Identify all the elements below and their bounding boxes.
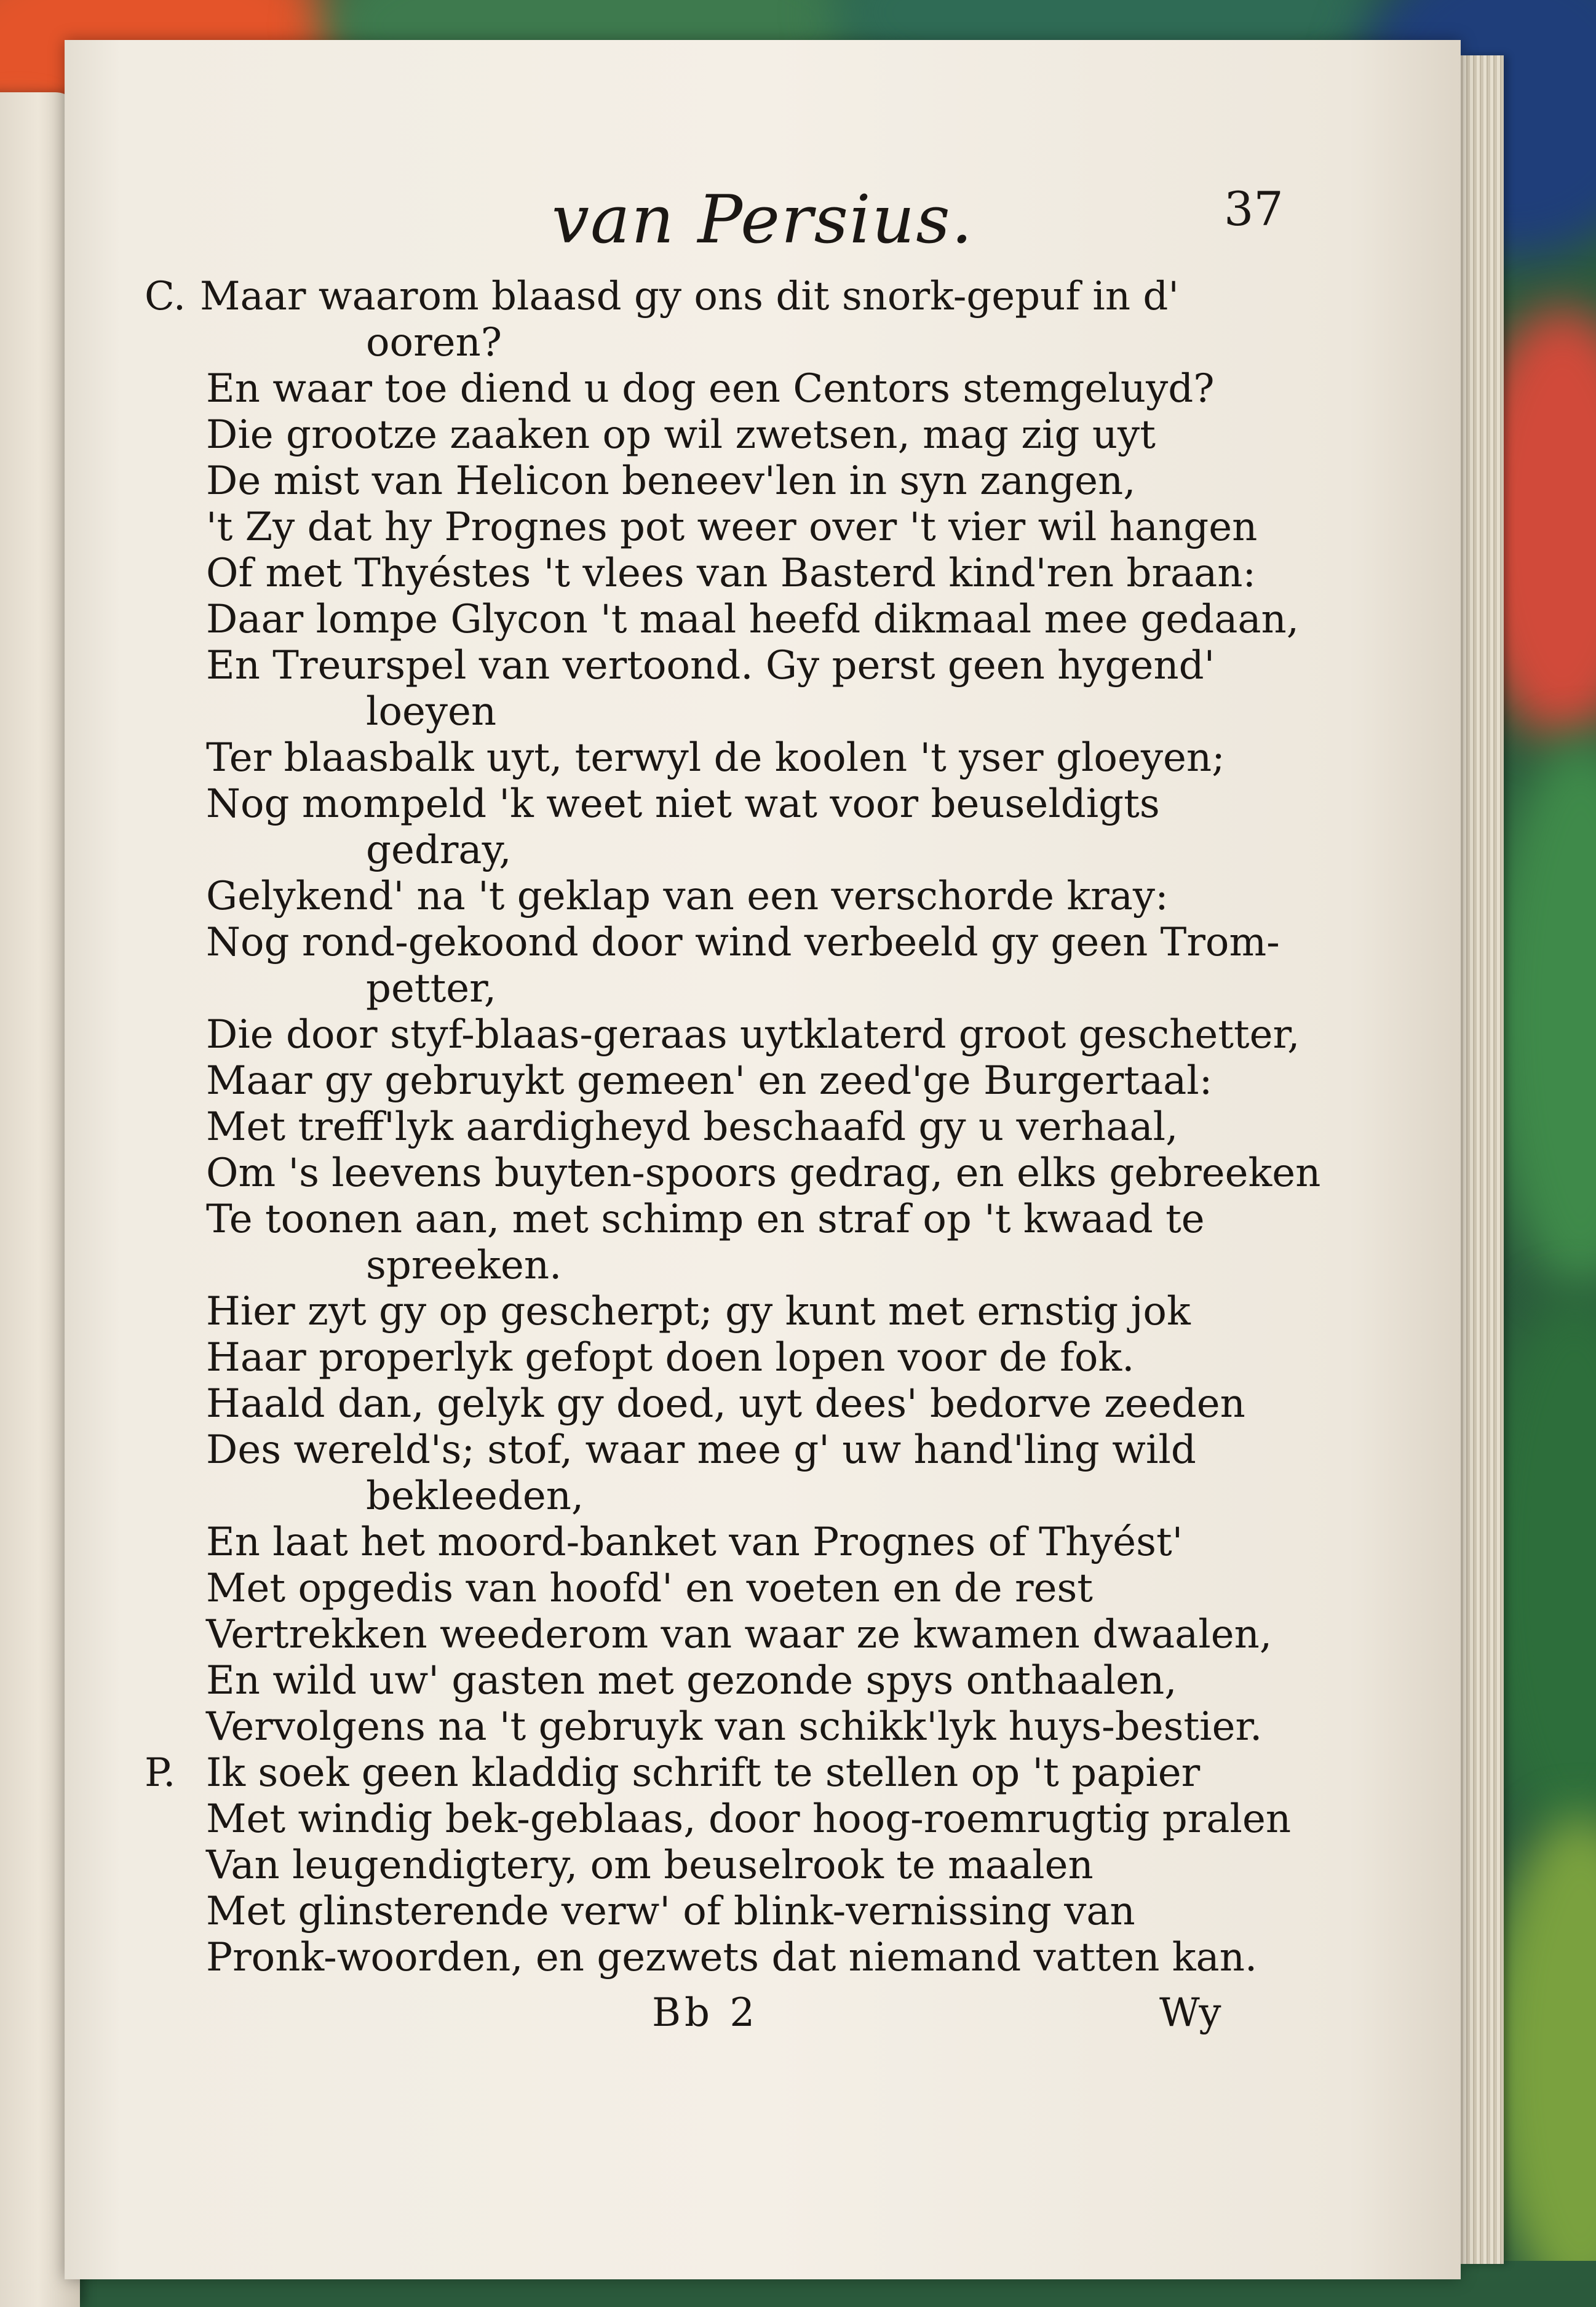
verse-line (65, 827, 1461, 874)
page-number: 37 (1224, 181, 1284, 236)
verse-line (65, 1520, 1461, 1566)
verse-line (65, 920, 1461, 966)
verse-line (65, 1473, 1461, 1520)
verse-text-line: Nog rond-gekoond door wind verbeeld gy geen Trom- (206, 920, 1280, 965)
verse-line (65, 874, 1461, 920)
verse-line (65, 1935, 1461, 1981)
verse-line (65, 274, 1461, 320)
verse-text-line: Om 's leevens buyten-spoors gedrag, en elks gebreeken (206, 1150, 1321, 1196)
running-title: van Persius. (552, 181, 974, 258)
verse-text-line: loeyen (366, 689, 497, 735)
verse-line (65, 1058, 1461, 1104)
verse-line (65, 735, 1461, 781)
verse-line (65, 1243, 1461, 1289)
verse-line (65, 1612, 1461, 1658)
verse-line (65, 1427, 1461, 1473)
verse-text-line: Hier zyt gy op gescherpt; gy kunt met ernstig jok (206, 1289, 1191, 1334)
verse-text-line: Van leugendigtery, om beuselrook te maalen (206, 1843, 1094, 1888)
verse-line (65, 1889, 1461, 1935)
verse-line (65, 1150, 1461, 1197)
verse-line (65, 366, 1461, 412)
verse-line (65, 1658, 1461, 1704)
verse-text-line: Met windig bek-geblaas, door hoog-roemrugtig pralen (206, 1796, 1292, 1842)
verse-text (65, 274, 1461, 1981)
verse-text-line: Maar waarom blaasd gy ons dit snork-gepuf in d' (200, 274, 1179, 319)
page-block-edges (1461, 55, 1504, 2264)
verse-line (65, 966, 1461, 1012)
verse-line (65, 597, 1461, 643)
verse-text-line: Die door styf-blaas-geraas uytklaterd groot geschetter, (206, 1012, 1300, 1058)
verse-text-line: gedray, (366, 827, 512, 873)
verse-text-line: Ik soek geen kladdig schrift te stellen op 't papier (206, 1750, 1201, 1796)
verse-line (65, 412, 1461, 458)
speaker-label: C. (145, 274, 186, 319)
verse-text-line: Of met Thyéstes 't vlees van Basterd kind'ren braan: (206, 551, 1257, 596)
verse-text-line: bekleeden, (366, 1473, 584, 1519)
verse-line (65, 1704, 1461, 1750)
verse-line (65, 1750, 1461, 1796)
verse-line (65, 458, 1461, 504)
verse-text-line: Des wereld's; stof, waar mee g' uw hand'ling wild (206, 1427, 1196, 1473)
verse-text-line: En wild uw' gasten met gezonde spys onthaalen, (206, 1658, 1177, 1703)
speaker-label: P. (145, 1750, 176, 1796)
page-footer (65, 1990, 1461, 2039)
verse-text-line: Vertrekken weederom van waar ze kwamen dwaalen, (206, 1612, 1272, 1657)
verse-line (65, 1335, 1461, 1381)
verse-line (65, 1289, 1461, 1335)
book-page (65, 40, 1461, 2279)
verse-text-line: En waar toe diend u dog een Centors stemgeluyd? (206, 366, 1215, 412)
verse-line (65, 504, 1461, 551)
verse-text-line: petter, (366, 966, 497, 1011)
verse-line (65, 320, 1461, 366)
verse-line (65, 1843, 1461, 1889)
verse-text-line: Daar lompe Glycon 't maal heefd dikmaal mee gedaan, (206, 597, 1300, 642)
verse-text-line: Die grootze zaaken op wil zwetsen, mag zig uyt (206, 412, 1156, 458)
verse-text-line: Haald dan, gelyk gy doed, uyt dees' bedorve zeeden (206, 1381, 1245, 1427)
verse-text-line: Met opgedis van hoofd' en voeten en de rest (206, 1566, 1093, 1611)
verse-text-line: En Treurspel van vertoond. Gy perst geen hygend' (206, 643, 1215, 688)
verse-text-line: Vervolgens na 't gebruyk van schikk'lyk huys-bestier. (206, 1704, 1263, 1750)
verse-text-line: Te toonen aan, met schimp en straf op 't kwaad te (206, 1197, 1205, 1242)
verse-text-line: Ter blaasbalk uyt, terwyl de koolen 't yser gloeyen; (206, 735, 1225, 781)
verse-line (65, 689, 1461, 735)
verse-line (65, 1104, 1461, 1150)
verse-text-line: Haar properlyk gefopt doen lopen voor de fok. (206, 1335, 1135, 1381)
verse-text-line: Nog mompeld 'k weet niet wat voor beuseldigts (206, 781, 1160, 827)
verse-line (65, 1197, 1461, 1243)
verse-line (65, 781, 1461, 827)
verse-text-line: De mist van Helicon beneev'len in syn zangen, (206, 458, 1136, 504)
verse-text-line: Maar gy gebruykt gemeen' en zeed'ge Burgertaal: (206, 1058, 1213, 1104)
verse-text-line: Pronk-woorden, en gezwets dat niemand vatten kan. (206, 1935, 1258, 1980)
verse-text-line: ooren? (366, 320, 502, 365)
verse-line (65, 1381, 1461, 1427)
verse-line (65, 643, 1461, 689)
verse-text-line: 't Zy dat hy Prognes pot weer over 't vier wil hangen (206, 504, 1258, 550)
verse-line (65, 551, 1461, 597)
verse-text-line: spreeken. (366, 1243, 562, 1288)
verse-line (65, 1796, 1461, 1843)
signature-mark: Bb 2 (652, 1990, 759, 2036)
verse-text-line: Gelykend' na 't geklap van een verschorde kray: (206, 874, 1169, 919)
verse-line (65, 1012, 1461, 1058)
verse-text-line: Met treff'lyk aardigheyd beschaafd gy u verhaal, (206, 1104, 1178, 1150)
verse-line (65, 1566, 1461, 1612)
verse-text-line: En laat het moord-banket van Prognes of Thyést' (206, 1520, 1183, 1565)
verse-text-line: Met glinsterende verw' of blink-vernissing van (206, 1889, 1135, 1934)
catchword: Wy (1159, 1990, 1221, 2036)
